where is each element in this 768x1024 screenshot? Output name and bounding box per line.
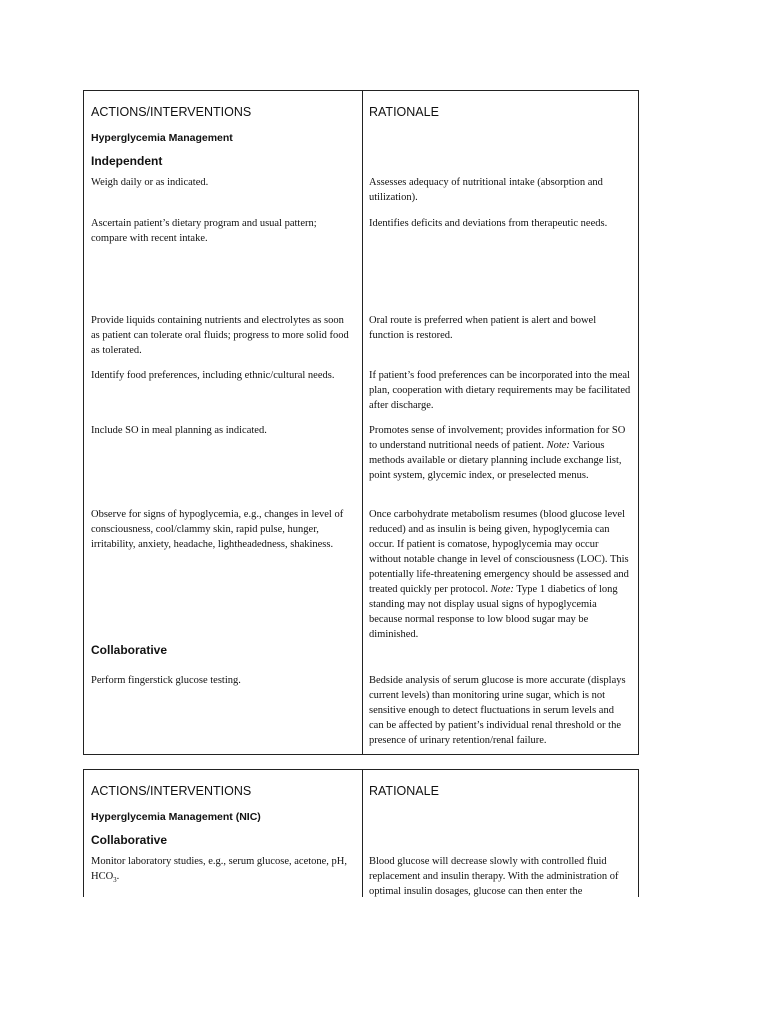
action-cell: Identify food preferences, including ethnic/cultural needs. (91, 370, 335, 381)
action-cell: Ascertain patient’s dietary program and usual pattern; compare with recent intake. (91, 218, 317, 244)
rationale-cell: If patient’s food preferences can be incorporated into the meal plan, cooperation with dietary requirements may be facilitated after discharge. (369, 370, 631, 411)
header-actions: ACTIONS/INTERVENTIONS (91, 784, 252, 798)
rationale-cell: Oral route is preferred when patient is alert and bowel function is restored. (369, 315, 597, 341)
action-cell: Observe for signs of hypoglycemia, e.g., changes in level of consciousness, cool/clammy skin, rapid pulse, hunger, irritability, anxiety, headache, lightheadedness, shakiness. (91, 509, 344, 550)
rationale-cell: Blood glucose will decrease slowly with controlled fluid replacement and insulin therapy. With the administration of optimal insulin dosages, glucose can then enter the (369, 856, 619, 897)
header-rationale: RATIONALE (369, 105, 439, 119)
rationale-cell: Assesses adequacy of nutritional intake (absorption and utilization). (369, 177, 603, 203)
care-plan-table-1 (83, 90, 639, 755)
rationale-text: Promotes sense of involvement; provides information for SO to understand nutritional needs of patient. (369, 425, 626, 451)
section-collaborative: Collaborative (91, 833, 168, 847)
subscript: 3 (113, 876, 117, 885)
rationale-text: Various methods available or dietary planning include exchange list, point system, glycemic index, or preselected menus. (369, 440, 622, 481)
action-cell (91, 854, 353, 884)
action-cell: Weigh daily or as indicated. (91, 177, 209, 188)
section-independent: Independent (91, 154, 163, 168)
action-text-end: . (116, 871, 120, 882)
rationale-cell: Identifies deficits and deviations from therapeutic needs. (369, 218, 608, 229)
header-actions: ACTIONS/INTERVENTIONS (91, 105, 252, 119)
action-cell: Perform fingerstick glucose testing. (91, 675, 241, 686)
header-rationale: RATIONALE (369, 784, 439, 798)
rationale-cell (369, 507, 631, 642)
column-divider (362, 770, 363, 897)
section-collaborative: Collaborative (91, 643, 168, 657)
rationale-text: Once carbohydrate metabolism resumes (blood glucose level reduced) and as insulin is being given, hypoglycemia can occur. If patient is comatose, hypoglycemia may occur without notable change in level of consciousness (LOC). This potentially life-threatening emergency should be assessed and treated quickly per protocol. (369, 509, 629, 595)
care-plan-table-2 (83, 769, 639, 897)
action-cell: Include SO in meal planning as indicated. (91, 425, 267, 436)
note-label: Note: (546, 440, 570, 451)
column-divider (362, 91, 363, 754)
action-cell: Provide liquids containing nutrients and electrolytes as soon as patient can tolerate oral fluids; progress to more solid food as tolerated. (91, 315, 349, 356)
rationale-cell (369, 423, 631, 483)
subtitle: Hyperglycemia Management (91, 132, 233, 144)
subtitle: Hyperglycemia Management (NIC) (91, 811, 261, 823)
rationale-cell: Bedside analysis of serum glucose is more accurate (displays current levels) than monitoring urine sugar, which is not sensitive enough to detect fluctuations in serum levels and can be affected by patient’s individual renal threshold or the presence of urinary retention/renal failure. (369, 675, 626, 746)
rationale-text: Type 1 diabetics of long standing may not display usual signs of hypoglycemia because normal response to low blood sugar may be diminished. (369, 584, 618, 640)
action-text: Monitor laboratory studies, e.g., serum glucose, acetone, pH, HCO (91, 856, 348, 882)
note-label: Note: (490, 584, 514, 595)
